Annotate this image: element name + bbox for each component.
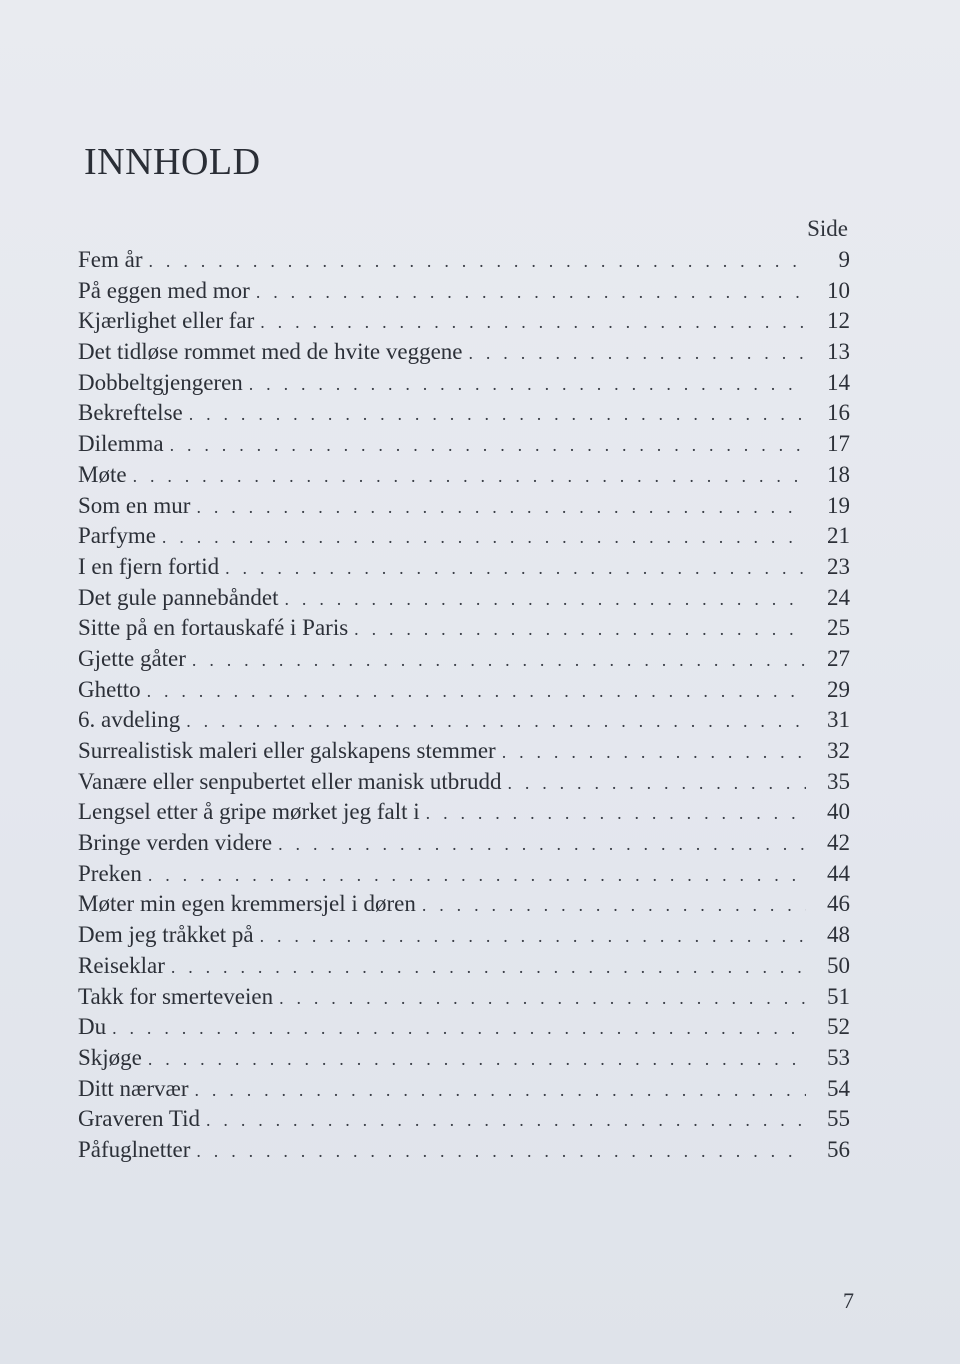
toc-entry-page: 50 bbox=[827, 952, 850, 978]
toc-entry-page: 9 bbox=[838, 247, 850, 272]
toc-entry bbox=[78, 583, 850, 614]
dot-leader bbox=[502, 737, 806, 768]
dot-leader bbox=[171, 952, 806, 983]
toc-entry bbox=[78, 1104, 850, 1135]
toc-entry-title: Ditt nærvær bbox=[78, 1075, 189, 1101]
toc-entry-title: Som en mur bbox=[78, 492, 191, 518]
toc-entry-page: 21 bbox=[827, 523, 850, 549]
toc-entry-title: Kjærlighet eller far bbox=[78, 308, 255, 334]
toc-entry-title: Du bbox=[78, 1014, 107, 1040]
toc-entry bbox=[78, 521, 850, 552]
toc-entry-page: 55 bbox=[827, 1106, 850, 1132]
toc-entry-page: 54 bbox=[827, 1075, 850, 1101]
toc-entry-page: 31 bbox=[827, 707, 850, 733]
toc-entry-title: På eggen med mor bbox=[78, 277, 250, 303]
toc-entry bbox=[78, 920, 850, 951]
dot-leader bbox=[260, 921, 806, 952]
dot-leader bbox=[196, 1136, 806, 1167]
toc-entry-title: Fem år bbox=[78, 247, 143, 272]
toc-entry bbox=[78, 859, 850, 890]
toc-entry bbox=[78, 337, 850, 368]
dot-leader bbox=[206, 1105, 806, 1136]
dot-leader bbox=[147, 676, 806, 707]
toc-entry-title: I en fjern fortid bbox=[78, 553, 220, 579]
toc-entry-title: Reiseklar bbox=[78, 952, 165, 978]
toc-entry bbox=[78, 276, 850, 307]
toc-entry-page: 32 bbox=[827, 738, 850, 763]
toc-entry bbox=[78, 306, 850, 337]
toc-entry bbox=[78, 368, 850, 399]
toc-entry-title: Møter min egen kremmersjel i døren bbox=[78, 891, 416, 917]
toc-entry bbox=[78, 675, 850, 706]
toc-entry bbox=[78, 982, 850, 1013]
toc-entry-page: 42 bbox=[827, 830, 850, 856]
toc-entry bbox=[78, 705, 850, 736]
toc-entry bbox=[78, 398, 850, 429]
dot-leader bbox=[149, 246, 806, 277]
toc-entry bbox=[78, 491, 850, 522]
toc-entry-page: 44 bbox=[827, 860, 850, 886]
dot-leader bbox=[192, 645, 806, 676]
toc-entry-title: Dem jeg tråkket på bbox=[78, 922, 254, 948]
toc-entry-page: 24 bbox=[827, 584, 850, 610]
toc-entry bbox=[78, 429, 850, 460]
dot-leader bbox=[426, 798, 806, 829]
toc-entry bbox=[78, 1074, 850, 1105]
toc-entry-title: 6. avdeling bbox=[78, 707, 181, 733]
toc-entry-page: 35 bbox=[827, 768, 850, 794]
toc-entry bbox=[78, 797, 850, 828]
toc-entry-page: 14 bbox=[827, 369, 850, 395]
dot-leader bbox=[162, 522, 806, 553]
toc-entry bbox=[78, 1135, 850, 1166]
table-of-contents bbox=[78, 245, 850, 1166]
toc-entry-title: Gjette gåter bbox=[78, 645, 186, 671]
toc-entry-page: 53 bbox=[827, 1044, 850, 1070]
toc-entry-title: Parfyme bbox=[78, 523, 156, 549]
toc-entry-page: 23 bbox=[827, 553, 850, 579]
toc-entry bbox=[78, 460, 850, 491]
dot-leader bbox=[225, 553, 806, 584]
toc-entry-page: 27 bbox=[827, 645, 850, 671]
dot-leader bbox=[249, 369, 806, 400]
toc-entry-page: 29 bbox=[827, 676, 850, 702]
dot-leader bbox=[278, 829, 806, 860]
toc-entry-page: 16 bbox=[827, 400, 850, 426]
dot-leader bbox=[507, 768, 806, 799]
dot-leader bbox=[189, 399, 806, 430]
toc-entry bbox=[78, 644, 850, 675]
toc-entry bbox=[78, 552, 850, 583]
dot-leader bbox=[256, 277, 806, 308]
toc-entry-title: Vanære eller senpubertet eller manisk utbrudd bbox=[78, 768, 502, 794]
toc-entry-title: Dilemma bbox=[78, 431, 164, 457]
dot-leader bbox=[196, 492, 806, 523]
toc-entry-page: 52 bbox=[827, 1014, 850, 1040]
toc-entry bbox=[78, 767, 850, 798]
toc-entry bbox=[78, 1012, 850, 1043]
toc-entry-page: 46 bbox=[827, 891, 850, 917]
toc-entry-title: Skjøge bbox=[78, 1044, 142, 1070]
toc-entry-page: 12 bbox=[827, 308, 850, 334]
dot-leader bbox=[170, 430, 806, 461]
dot-leader bbox=[469, 338, 807, 369]
page-title: INNHOLD bbox=[84, 141, 261, 183]
toc-entry-title: Det tidløse rommet med de hvite veggene bbox=[78, 339, 463, 365]
dot-leader bbox=[133, 461, 806, 492]
toc-entry bbox=[78, 1043, 850, 1074]
toc-entry-title: Det gule pannebåndet bbox=[78, 584, 279, 610]
toc-entry-title: Ghetto bbox=[78, 676, 141, 702]
toc-entry-page: 13 bbox=[827, 339, 850, 365]
dot-leader bbox=[260, 307, 806, 338]
toc-entry-page: 25 bbox=[827, 615, 850, 641]
toc-entry-title: Sitte på en fortauskafé i Paris bbox=[78, 615, 349, 641]
toc-entry-title: Bringe verden videre bbox=[78, 830, 273, 856]
toc-entry-page: 18 bbox=[827, 461, 850, 487]
dot-leader bbox=[112, 1013, 806, 1044]
dot-leader bbox=[285, 584, 806, 615]
toc-entry-page: 19 bbox=[827, 492, 850, 518]
toc-entry-title: Bekreftelse bbox=[78, 400, 183, 426]
toc-entry-title: Møte bbox=[78, 461, 127, 487]
toc-entry-title: Lengsel etter å gripe mørket jeg falt i bbox=[78, 799, 420, 825]
toc-entry bbox=[78, 828, 850, 859]
toc-entry bbox=[78, 951, 850, 982]
toc-entry-title: Preken bbox=[78, 860, 142, 886]
toc-entry bbox=[78, 245, 850, 276]
toc-entry-page: 17 bbox=[827, 431, 850, 457]
toc-entry-page: 10 bbox=[827, 277, 850, 303]
toc-entry-title: Takk for smerteveien bbox=[78, 983, 274, 1009]
toc-entry bbox=[78, 613, 850, 644]
toc-entry-title: Påfuglnetter bbox=[78, 1136, 191, 1162]
page-number: 7 bbox=[843, 1288, 854, 1313]
toc-entry-title: Surrealistisk maleri eller galskapens stemmer bbox=[78, 738, 496, 763]
dot-leader bbox=[354, 614, 806, 645]
dot-leader bbox=[148, 860, 806, 891]
toc-entry-title: Graveren Tid bbox=[78, 1106, 201, 1132]
dot-leader bbox=[279, 983, 806, 1014]
toc-entry-page: 40 bbox=[827, 799, 850, 825]
toc-entry bbox=[78, 889, 850, 920]
toc-entry bbox=[78, 736, 850, 767]
toc-entry-page: 51 bbox=[827, 983, 850, 1009]
toc-entry-page: 56 bbox=[827, 1136, 850, 1162]
dot-leader bbox=[195, 1075, 806, 1106]
dot-leader bbox=[186, 706, 806, 737]
dot-leader bbox=[148, 1044, 806, 1075]
toc-entry-page: 48 bbox=[827, 922, 850, 948]
page-column-label: Side bbox=[807, 216, 848, 241]
toc-entry-title: Dobbeltgjengeren bbox=[78, 369, 243, 395]
dot-leader bbox=[422, 890, 806, 921]
